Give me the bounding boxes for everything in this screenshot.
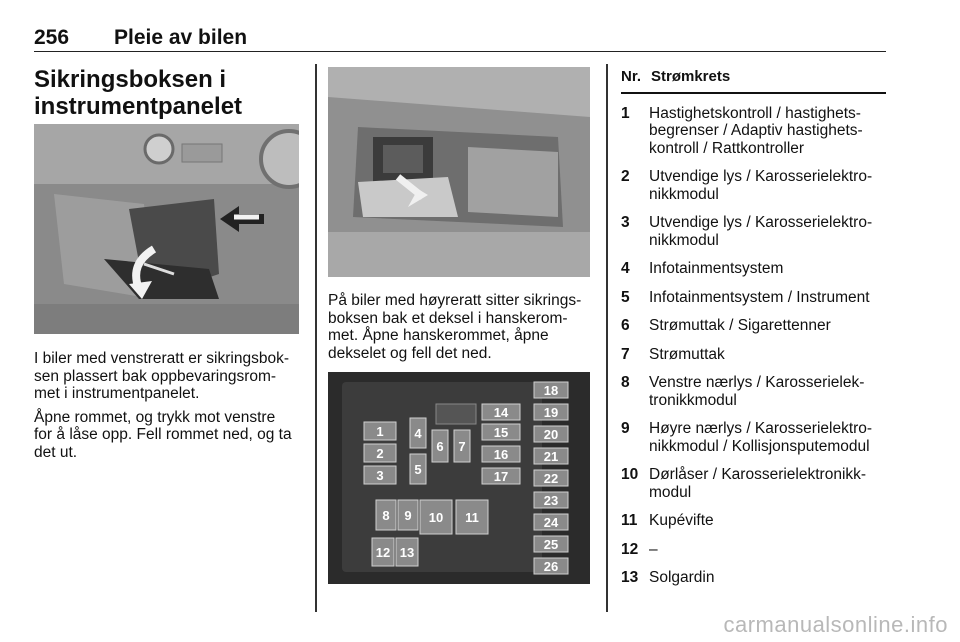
circuit-description: Solgardin bbox=[649, 569, 715, 586]
fuse-label: 16 bbox=[493, 447, 509, 462]
column-header-nr: Nr. bbox=[621, 68, 642, 85]
page-number: 256 bbox=[34, 26, 70, 49]
table-row bbox=[621, 420, 886, 455]
glovebox-illustration bbox=[328, 67, 590, 277]
table-row bbox=[621, 346, 886, 364]
fuse-cell bbox=[364, 444, 396, 462]
middle-instructions: På biler med høyreratt sitter sikrings- boksen bak et deksel i hanskerom- met. Åpne hanskerommet, åpne dekselet og fell det ned. bbox=[328, 292, 582, 362]
fuse-cell bbox=[376, 500, 396, 530]
circuit-description: Infotainmentsystem bbox=[649, 260, 784, 277]
fuse-table bbox=[621, 68, 886, 587]
table-row bbox=[621, 466, 886, 501]
fuse-cell bbox=[534, 514, 568, 530]
fuse-number: 7 bbox=[621, 345, 630, 363]
fuse-box-diagram bbox=[328, 372, 590, 584]
fuse-cell bbox=[534, 492, 568, 508]
fuse-cell bbox=[534, 426, 568, 442]
fuse-cell bbox=[364, 422, 396, 440]
fuse-number: 1 bbox=[621, 104, 630, 122]
fuse-cell bbox=[534, 382, 568, 398]
fuse-cell bbox=[456, 500, 488, 534]
fuse-label: 26 bbox=[543, 559, 559, 574]
fuse-cell bbox=[534, 470, 568, 486]
fuse-label: 19 bbox=[543, 405, 559, 420]
fuse-label: 25 bbox=[543, 537, 559, 552]
circuit-description: Høyre nærlys / Karosserielektro- nikkmodul / Kollisjonsputemodul bbox=[649, 420, 873, 455]
fuse-label: 17 bbox=[493, 469, 509, 484]
circuit-description: – bbox=[649, 540, 658, 558]
fuse-label: 18 bbox=[543, 383, 559, 398]
circuit-description: Utvendige lys / Karosserielektro- nikkmodul bbox=[649, 168, 873, 203]
fuse-number: 5 bbox=[621, 288, 630, 306]
column-divider-right bbox=[606, 64, 608, 612]
fuse-label: 14 bbox=[493, 405, 509, 420]
fuse-cell bbox=[398, 500, 418, 530]
fuse-number: 2 bbox=[621, 168, 630, 185]
column-header-circuit: Strømkrets bbox=[651, 68, 731, 85]
fuse-label: 21 bbox=[543, 449, 559, 464]
fuse-cell bbox=[364, 466, 396, 484]
fuse-label: 22 bbox=[543, 471, 559, 486]
fuse-cell bbox=[482, 446, 520, 462]
circuit-description: Utvendige lys / Karosserielektro- nikkmodul bbox=[649, 214, 873, 249]
fuse-number: 8 bbox=[621, 374, 630, 391]
table-row bbox=[621, 214, 886, 249]
fuse-number: 4 bbox=[621, 260, 630, 277]
table-row bbox=[621, 541, 886, 559]
fuse-label: 4 bbox=[414, 426, 422, 441]
fuse-number: 12 bbox=[621, 540, 639, 558]
table-row bbox=[621, 374, 886, 409]
circuit-description: Strømuttak bbox=[649, 345, 725, 363]
fuse-label: 3 bbox=[376, 468, 384, 483]
fuse-label: 9 bbox=[404, 508, 412, 523]
page-header bbox=[34, 20, 886, 52]
circuit-description: Kupévifte bbox=[649, 512, 714, 529]
storage-compartment-illustration bbox=[34, 124, 299, 334]
circuit-description: Venstre nærlys / Karosserielek- tronikkmodul bbox=[649, 374, 865, 409]
fuse-label: 15 bbox=[493, 425, 509, 440]
fuse-cell bbox=[420, 500, 452, 534]
fuse-number: 6 bbox=[621, 317, 630, 334]
fuse-label: 7 bbox=[458, 439, 466, 454]
fuse-cell bbox=[372, 538, 394, 566]
table-row bbox=[621, 168, 886, 203]
fuse-cell bbox=[396, 538, 418, 566]
table-row bbox=[621, 569, 886, 587]
fuse-number: 9 bbox=[621, 420, 630, 437]
fuse-label: 1 bbox=[376, 424, 384, 439]
column-divider-left bbox=[315, 64, 317, 612]
fuse-label: 10 bbox=[428, 510, 444, 525]
fuse-cell bbox=[534, 448, 568, 464]
fuse-box-svg bbox=[328, 372, 590, 584]
fuse-cell bbox=[482, 404, 520, 420]
fuse-label: 2 bbox=[376, 446, 384, 461]
fuse-label: 8 bbox=[382, 508, 390, 523]
photo-left-storage-compartment bbox=[34, 124, 299, 334]
fuse-number: 11 bbox=[621, 512, 638, 529]
fuse-label: 20 bbox=[543, 427, 559, 442]
fuse-cell bbox=[410, 418, 426, 448]
circuit-description: Hastighetskontroll / hastighets- begrenser / Adaptiv hastighets- kontroll / Rattkontroller bbox=[649, 104, 863, 157]
circuit-description: Strømuttak / Sigarettenner bbox=[649, 317, 831, 334]
fuse-cell bbox=[534, 536, 568, 552]
fuse-label: 24 bbox=[543, 515, 559, 530]
fuse-cell bbox=[534, 558, 568, 574]
left-instructions: I biler med venstreratt er sikringsbok- sen plassert bak oppbevaringsrom- met i instrumentpanelet. Åpne rommet, og trykk mot venstre for å låse opp. Fell rommet ned, og ta det ut. bbox=[34, 350, 292, 461]
fuse-cell bbox=[482, 468, 520, 484]
table-row bbox=[621, 260, 886, 278]
photo-glovebox-cover bbox=[328, 67, 590, 277]
fuse-number: 13 bbox=[621, 569, 639, 586]
fuse-number: 3 bbox=[621, 214, 630, 231]
circuit-description: Dørlåser / Karosserielektronikk- modul bbox=[649, 466, 867, 501]
fuse-label: 6 bbox=[436, 439, 444, 454]
fuse-number: 10 bbox=[621, 466, 639, 483]
page-title: Pleie av bilen bbox=[114, 26, 248, 49]
fuse-label: 13 bbox=[399, 545, 415, 560]
fuse-cell bbox=[454, 430, 470, 462]
fuse-cell bbox=[534, 404, 568, 420]
fuse-cell bbox=[410, 454, 426, 484]
fuse-label: 11 bbox=[465, 510, 479, 525]
table-rows bbox=[621, 105, 886, 587]
section-heading: Sikringsboksen i instrumentpanelet bbox=[34, 66, 243, 120]
fuse-cell bbox=[432, 430, 448, 462]
table-row bbox=[621, 317, 886, 335]
circuit-description: Infotainmentsystem / Instrument bbox=[649, 288, 870, 306]
fuse-label: 23 bbox=[543, 493, 559, 508]
table-row bbox=[621, 105, 886, 158]
table-row bbox=[621, 512, 886, 530]
table-header bbox=[621, 68, 886, 94]
watermark: carmanualsonline.info bbox=[723, 612, 948, 637]
table-row bbox=[621, 289, 886, 307]
fuse-label: 5 bbox=[414, 462, 422, 477]
fuse-label: 12 bbox=[375, 545, 391, 560]
fuse-cell bbox=[482, 424, 520, 440]
